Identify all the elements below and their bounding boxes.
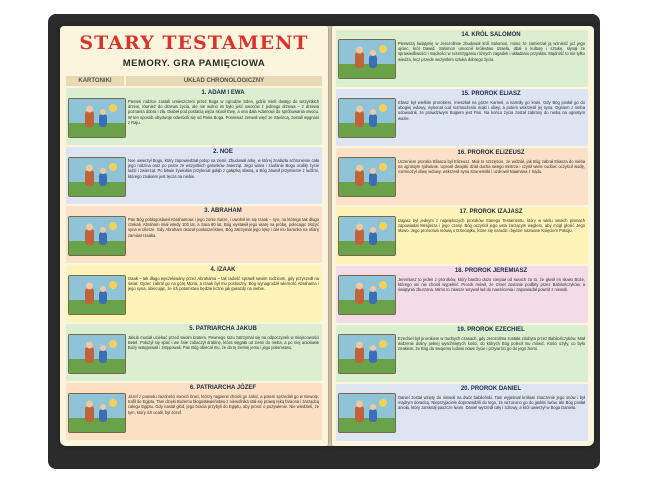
story-heading: 4. IZAAK [210,267,236,273]
story-heading: 16. PROROK ELIZEUSZ [457,150,525,156]
left-page [60,26,328,446]
story-heading: 2. NOE [213,149,233,155]
column-header-order: UKŁAD CHRONOLOGICZNY [126,76,322,86]
story-entry [336,207,588,264]
page-subtitle: MEMORY. GRA PAMIĘCIOWA [122,58,266,69]
story-illustration [68,157,126,197]
story-text: Izajasz był jednym z największych proroków Starego Testamentu, który w wielu swoich pismach zapowiadał Mesjasza i jego czasy. Bóg oczyścił jego usta żarzącym węglem, aby mógł głosić Jego słowo. Jego proroctwa mówią o Dzieciątku, które się narodzi i będzie nazwane Księciem Pokoju. [398,218,585,234]
story-illustration [338,157,396,197]
story-illustration [338,393,396,433]
story-heading: 20. PROROK DANIEL [460,386,522,392]
story-text: Pierwszą świątynię w Jerozolimie zbudował król Salomon, mimo że zamierzał ją wznieść już jego ojciec, król Dawid. Salomon umocnił królestwo Izraela, dbał o kulturę i sztukę, słynął ze sprawiedliwości i mądrości w rozstrzyganiu różnych zagadek i układaniu przysłów. Mądrość to nie tylko wiedza, lecz przede wszystkim sztuka dobrego życia. [398,41,585,62]
story-text: Jakub musiał uciekać przed swoim bratem. Pewnego razu zatrzymał się na odpoczynek w miejscowości Betel. Położył się spać i we śnie zobaczył drabinę, która sięgała od ziemi do nieba, a po niej aniołowie Boży wstępowali i zstępowali. Pan Bóg obiecał mu, że da tę ziemię jemu i jego potomstwu. [128,335,319,351]
story-illustration [68,275,126,315]
story-illustration [68,98,126,138]
story-entry [66,147,322,204]
story-text: Izaak – tak długo wyczekiwany przez Abrahama – tak radość sprawił swoim rodzicom, gdy przyszedł na świat. Ojciec zabrał go na górę Moria, a Izaak był mu posłuszny. Bóg wynagrodził wierność Abrahama i jego syna, obiecując, że ich potomstwo będzie liczne jak gwiazdy na niebie. [128,276,319,292]
story-heading: 5. PATRIARCHA JAKUB [189,326,257,332]
story-text: Uczeniem proroka Eliasza był Elizeusz. Miał to szczęście, że widział, jak Bóg zabrał Eliasza do nieba na ognistym rydwanie. Uprosił dwojaki dział ducha swego mistrza i czynił wiele cudów: oczyścił wodę, rozmnożył oliwę wdowy, wskrzesił syna Szunemitki i uzdrowił Naamana z trądu. [398,159,585,175]
story-text: Eliasz był wielkim prorokiem, mieszkał na górze Karmel, a karmiły go kruki. Gdy Bóg posłał go do ubogiej wdowy, wykonał cud rozmnożenia mąki i oliwy, a potem wskrzesił jej syna. Ogniem z nieba udowodnił, że prawdziwym Bogiem jest Pan. Na końcu życia został zabrany do nieba na ognistym wozie. [398,100,585,121]
column-header-cards: KARTONIKI [66,76,124,86]
story-text: Pierwsi rodzice zostali umieszczeni przez Boga w ogrodzie Eden, gdzie mieli dostęp do wszystkich drzew, również do drzewa życia, ale nie wolno im było jeść owoców z jednego drzewa – z drzewa poznania dobra i zła. Diabeł pod postacią węża skusił Ewę, a ona dała Adamowi do spróbowania owocu. W ten sposób obydwoje odwrócili się od Pana Boga. Ponieważ zerwali więź ze Stwórcą, zostali wygnani z Raju. [128,99,319,125]
story-entry [66,324,322,381]
story-text: Ezechiel był prorokiem w trudnych czasach, gdy Jerozolima została zdobyta przez Babilończyków. Miał widzenie doliny pełnej wyschniętych kości, do których Bóg polecił mu mówić. Kości ożyły, co było znakiem, że Bóg da swojemu ludowi nowe życie i przywróci go do jego ziemi. [398,336,585,352]
story-heading: 17. PROROK IZAJASZ [459,209,523,215]
story-illustration [338,275,396,315]
story-heading: 6. PATRIARCHA JÓZEF [189,385,257,391]
story-heading: 1. ADAM I EWA [201,90,245,96]
story-text: Jeremiasz to jeden z proroków, który bardzo dużo cierpiał od swoich za to, że głosił im słowo Boże, którego oni nie chcieli wypełnić. Prorok mówił, że Izrael zostanie podbity przez Babilończyków, a świątynia zburzona. Mimo to zawsze wzywał lud do nawrócenia i zapowiadał powrót z niewoli. [398,277,585,293]
story-illustration [68,334,126,374]
story-text: Pan Bóg pobłogosławił Abrahamowi i jego żonie Sarze, i uwolnił im się Izaak – syn, na którego tak długo czekali. Abraham miał wtedy 100 lat, a Sara 90 lat. Bóg wystawił jego wiarę na próbę, polecając złożyć syna w ofierze. Gdy Abraham okazał posłuszeństwo, Bóg zatrzymał jego rękę i dał mu baranka na ofiarę zamiast Izaaka. [128,217,319,238]
story-illustration [338,334,396,374]
story-illustration [338,39,396,79]
story-text: Daniel został wzięty do niewoli na dwór babiloński. Tam wyjaśniał królowi znaczenie jego snów i był mądrym doradcą. Nieprzyjaciele doprowadzili do tego, że wrzucono go do jaskini lwów, ale Bóg posłał anioła, który zamknął paszcze lwom. Daniel wyszedł cały i zdrowy, a król uwierzył w Boga Daniela. [398,395,585,411]
story-illustration [68,216,126,256]
story-entry [336,148,588,205]
story-text: Józef z powodu zazdrości swoich braci, którzy najpierw chcieli go zabić, a potem sprzedali go w niewolę, trafił do Egiptu. Tam dzięki Bożemu błogosławieństwu z niewolnika stał się prawą ręką faraona i zarządcą całego Egiptu. Gdy nastał głód, jego bracia przybyli do Egiptu, aby prosić o pożywienie. Nie wiedzieli, że tym, który ich ocalił, był Józef. [128,394,319,415]
story-heading: 15. PROROK ELIASZ [461,91,521,97]
story-entry [336,266,588,323]
right-page [332,26,594,446]
story-entry [336,325,588,382]
story-heading: 19. PROROK EZECHIEL [457,327,525,333]
story-entry [66,383,322,440]
story-heading: 18. PROROK JEREMIASZ [454,268,528,274]
story-illustration [338,98,396,138]
story-entry [336,89,588,146]
story-heading: 14. KRÓL SALOMON [461,32,521,38]
story-entry [66,265,322,322]
story-entry [336,384,588,441]
story-entry [66,206,322,263]
story-entry [336,30,588,87]
story-illustration [338,216,396,256]
story-entry [66,88,322,145]
story-text: Noe uwierzył Bogu, który zapowiedział potop na ziemi. Zbudował arkę, w której znalazła schronienie cała jego rodzina oraz po parze ze wszystkich gatunków zwierząt. Jego wiara i zaufanie Bogu ocaliły życie ludzi i zwierząt. Po bitwie żywiołów przyleciał gołąb z gałązką oliwną, a Bóg zawarł przymierze z ludźmi, którego znakiem jest tęcza na niebie. [128,158,319,179]
page-title: STARY TESTAMENT [79,32,309,54]
story-illustration [68,393,126,433]
story-heading: 3. ABRAHAM [204,208,242,214]
